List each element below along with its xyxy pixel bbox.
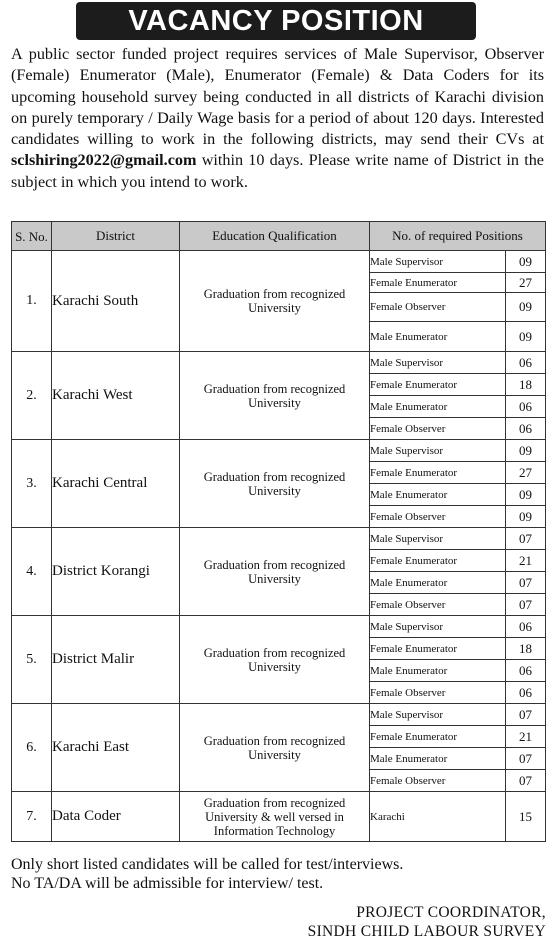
intro-text-1: A public sector funded project requires services of Male Supervisor, Observer (Female) Enumerator (Male), Enumerator (Female) & Data Coders for its upcoming household survey being conducted in all districts of Karachi division on purely temporary / Daily Wage basis for a period of about 120 days. Interested candidates willing to work in the following districts, may send their CVs at bbox=[11, 45, 544, 149]
row-district: Data Coder bbox=[52, 792, 180, 842]
position-title: Male Supervisor bbox=[370, 352, 506, 374]
row-sno: 3. bbox=[12, 440, 52, 528]
table-row bbox=[12, 704, 546, 726]
position-count: 07 bbox=[506, 594, 546, 616]
position-count: 06 bbox=[506, 682, 546, 704]
position-count: 27 bbox=[506, 462, 546, 484]
position-title: Male Supervisor bbox=[370, 251, 506, 273]
position-count: 06 bbox=[506, 396, 546, 418]
position-title: Female Observer bbox=[370, 770, 506, 792]
table-header-row bbox=[12, 222, 546, 251]
row-qualification: Graduation from recognized University bbox=[180, 251, 370, 352]
position-count: 09 bbox=[506, 506, 546, 528]
table-row bbox=[12, 251, 546, 273]
row-sno: 7. bbox=[12, 792, 52, 842]
position-count: 09 bbox=[506, 484, 546, 506]
position-count: 21 bbox=[506, 550, 546, 572]
position-title: Female Enumerator bbox=[370, 374, 506, 396]
position-title: Male Supervisor bbox=[370, 704, 506, 726]
table-row bbox=[12, 440, 546, 462]
row-qualification: Graduation from recognized University bbox=[180, 704, 370, 792]
row-qualification: Graduation from recognized University bbox=[180, 616, 370, 704]
position-title: Male Enumerator bbox=[370, 322, 506, 352]
position-count: 09 bbox=[506, 322, 546, 352]
table-row bbox=[12, 616, 546, 638]
header-positions: No. of required Positions bbox=[370, 222, 546, 251]
position-count: 06 bbox=[506, 616, 546, 638]
intro-paragraph bbox=[11, 44, 544, 193]
position-title: Female Observer bbox=[370, 506, 506, 528]
header-district: District bbox=[52, 222, 180, 251]
contact-email[interactable]: sclshiring2022@gmail.com bbox=[11, 151, 197, 170]
row-sno: 2. bbox=[12, 352, 52, 440]
footer-notes bbox=[11, 855, 544, 893]
position-count: 06 bbox=[506, 660, 546, 682]
position-title: Male Enumerator bbox=[370, 748, 506, 770]
position-title: Male Supervisor bbox=[370, 440, 506, 462]
position-count: 07 bbox=[506, 572, 546, 594]
position-count: 21 bbox=[506, 726, 546, 748]
intro-text-2: within 10 days. Please write name of District in the subject in which you intend to work. bbox=[11, 151, 544, 191]
position-title: Female Enumerator bbox=[370, 638, 506, 660]
position-title: Male Enumerator bbox=[370, 396, 506, 418]
position-count: 15 bbox=[506, 792, 546, 842]
position-title: Female Enumerator bbox=[370, 462, 506, 484]
table-row bbox=[12, 528, 546, 550]
row-district: District Korangi bbox=[52, 528, 180, 616]
footer-note-shortlist: Only short listed candidates will be called for test/interviews. bbox=[11, 856, 404, 873]
position-title: Female Enumerator bbox=[370, 726, 506, 748]
row-sno: 6. bbox=[12, 704, 52, 792]
vacancy-table bbox=[11, 221, 546, 842]
position-count: 06 bbox=[506, 352, 546, 374]
signature-block bbox=[308, 903, 546, 941]
position-title: Female Observer bbox=[370, 594, 506, 616]
position-title: Female Observer bbox=[370, 682, 506, 704]
position-count: 18 bbox=[506, 638, 546, 660]
row-district: Karachi West bbox=[52, 352, 180, 440]
row-district: District Malir bbox=[52, 616, 180, 704]
position-title: Karachi bbox=[370, 792, 506, 842]
position-count: 18 bbox=[506, 374, 546, 396]
position-title: Male Enumerator bbox=[370, 660, 506, 682]
signature-organization: SINDH CHILD LABOUR SURVEY bbox=[307, 923, 546, 940]
row-district: Karachi Central bbox=[52, 440, 180, 528]
position-count: 07 bbox=[506, 704, 546, 726]
page-title: VACANCY POSITION bbox=[76, 2, 476, 40]
row-sno: 1. bbox=[12, 251, 52, 352]
position-title: Female Observer bbox=[370, 418, 506, 440]
position-title: Male Enumerator bbox=[370, 572, 506, 594]
position-title: Male Supervisor bbox=[370, 616, 506, 638]
position-title: Female Enumerator bbox=[370, 273, 506, 293]
position-count: 09 bbox=[506, 251, 546, 273]
position-title: Male Enumerator bbox=[370, 484, 506, 506]
row-qualification: Graduation from recognized University bbox=[180, 528, 370, 616]
position-count: 06 bbox=[506, 418, 546, 440]
position-count: 09 bbox=[506, 440, 546, 462]
position-count: 07 bbox=[506, 528, 546, 550]
row-qualification: Graduation from recognized University & well versed in Information Technology bbox=[180, 792, 370, 842]
position-title: Male Supervisor bbox=[370, 528, 506, 550]
position-title: Female Enumerator bbox=[370, 550, 506, 572]
row-qualification: Graduation from recognized University bbox=[180, 440, 370, 528]
table-row bbox=[12, 352, 546, 374]
signature-title: PROJECT COORDINATOR, bbox=[356, 904, 546, 921]
position-title: Female Observer bbox=[370, 293, 506, 322]
row-sno: 5. bbox=[12, 616, 52, 704]
position-count: 07 bbox=[506, 770, 546, 792]
row-district: Karachi South bbox=[52, 251, 180, 352]
position-count: 09 bbox=[506, 293, 546, 322]
header-sno: S. No. bbox=[12, 222, 52, 251]
row-sno: 4. bbox=[12, 528, 52, 616]
position-count: 27 bbox=[506, 273, 546, 293]
vacancy-table-body bbox=[12, 251, 546, 842]
table-row bbox=[12, 792, 546, 842]
row-qualification: Graduation from recognized University bbox=[180, 352, 370, 440]
footer-note-tada: No TA/DA will be admissible for interview/ test. bbox=[11, 875, 324, 892]
position-count: 07 bbox=[506, 748, 546, 770]
header-qualification: Education Qualification bbox=[180, 222, 370, 251]
row-district: Karachi East bbox=[52, 704, 180, 792]
